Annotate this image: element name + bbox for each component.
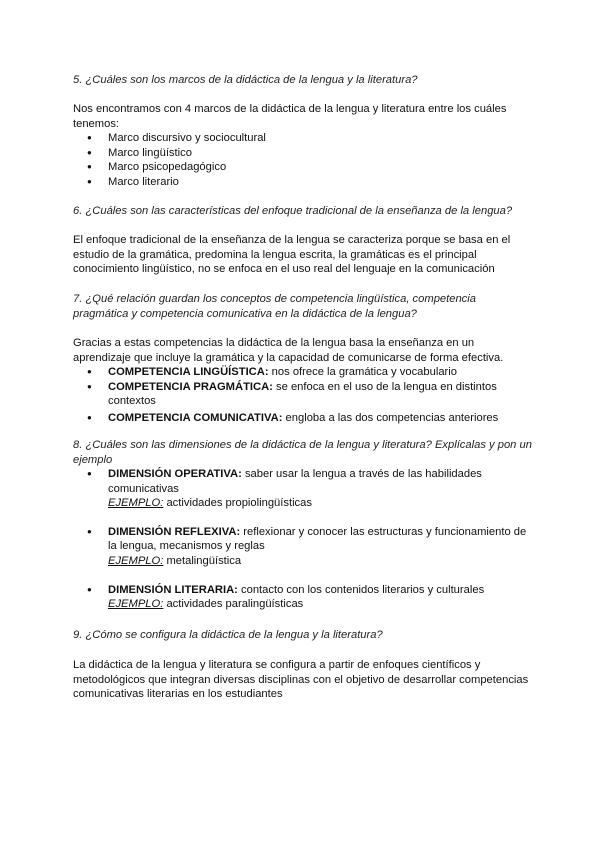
list-item <box>73 380 535 409</box>
question-7-title: 7. ¿Qué relación guardan los conceptos de competencia lingüística, competencia pragmática y competencia comunicativa en la didáctica de la lengua? <box>73 293 476 320</box>
list-item: ● Marco discursivo y sociocultural <box>73 131 535 146</box>
dimension-term: DIMENSIÓN OPERATIVA: <box>108 468 242 480</box>
example-line <box>108 597 535 612</box>
dimension-text: contacto con los contenidos literarios y culturales <box>237 583 485 596</box>
question-6-answer: El enfoque tradicional de la enseñanza de la lengua se caracteriza porque se basa en el estudio de la gramática, predomina la lengua escrita, la gramáticas es el principal conocimiento lingüístico, no se enfoca en el uso real del lenguaje en la comunicación <box>73 234 511 276</box>
competence-text: nos ofrece la gramática y vocabulario <box>268 366 457 378</box>
dimension-text: saber usar la lengua a través de las habilidades comunicativas <box>108 468 482 495</box>
question-8-list <box>73 467 535 612</box>
list-item: ● Marco lingüístico <box>73 146 535 161</box>
competence-term: COMPETENCIA LINGÜÍSTICA: <box>108 366 269 378</box>
question-5-title: 5. ¿Cuáles son los marcos de la didáctica de la lengua y la literatura? <box>73 74 418 86</box>
list-item <box>73 583 535 612</box>
example-label: EJEMPLO: <box>108 497 164 510</box>
question-9-title: 9. ¿Cómo se configura la didáctica de la lengua y la literatura? <box>73 629 383 641</box>
competence-term: COMPETENCIA PRAGMÁTICA: <box>108 380 273 393</box>
competence-term: COMPETENCIA COMUNICATIVA: <box>108 411 283 424</box>
question-5-intro: Nos encontramos con 4 marcos de la didáctica de la lengua y literatura entre los cuáles tenemos: <box>73 103 507 130</box>
competence-text: engloba a las dos competencias anteriores <box>282 411 499 424</box>
dimension-text: reflexionar y conocer las estructuras y funcionamiento de la lengua, mecanismos y reglas <box>108 525 527 553</box>
question-7-list <box>73 365 535 425</box>
question-9-answer: La didáctica de la lengua y literatura se configura a partir de enfoques científicos y metodológicos que integran diversas disciplinas con el objetivo de desarrollar competencias comunicativas literarias en los estudiantes <box>73 659 529 701</box>
list-item <box>73 467 535 511</box>
dimension-term: DIMENSIÓN REFLEXIVA: <box>108 525 241 538</box>
example-text: metalingüística <box>163 554 242 567</box>
example-line <box>108 554 535 569</box>
list-item <box>73 411 535 426</box>
question-5-list <box>73 131 535 189</box>
question-7-intro: Gracias a estas competencias la didáctica de la lengua basa la enseñanza en un aprendizaje que incluye la gramática y la capacidad de comunicarse de forma efectiva. <box>73 337 504 364</box>
example-label: EJEMPLO: <box>108 598 164 611</box>
example-line <box>108 496 535 511</box>
dimension-term: DIMENSIÓN LITERARIA: <box>108 583 238 596</box>
question-6-title: 6. ¿Cuáles son las características del enfoque tradicional de la enseñanza de la lengua? <box>73 205 513 217</box>
question-8-title: 8. ¿Cuáles son las dimensiones de la didáctica de la lengua y literatura? Explícalas y pon un ejemplo <box>73 439 532 466</box>
example-text: actividades paralingüísticas <box>163 598 304 611</box>
list-item <box>73 365 535 380</box>
example-text: actividades propiolingüísticas <box>163 497 312 510</box>
list-item: ● Marco psicopedagógico <box>73 160 535 175</box>
competence-text: se enfoca en el uso de la lengua en distintos contextos <box>108 380 497 408</box>
list-item: ● Marco literario <box>73 175 535 190</box>
example-label: EJEMPLO: <box>108 554 164 567</box>
list-item <box>73 525 535 569</box>
